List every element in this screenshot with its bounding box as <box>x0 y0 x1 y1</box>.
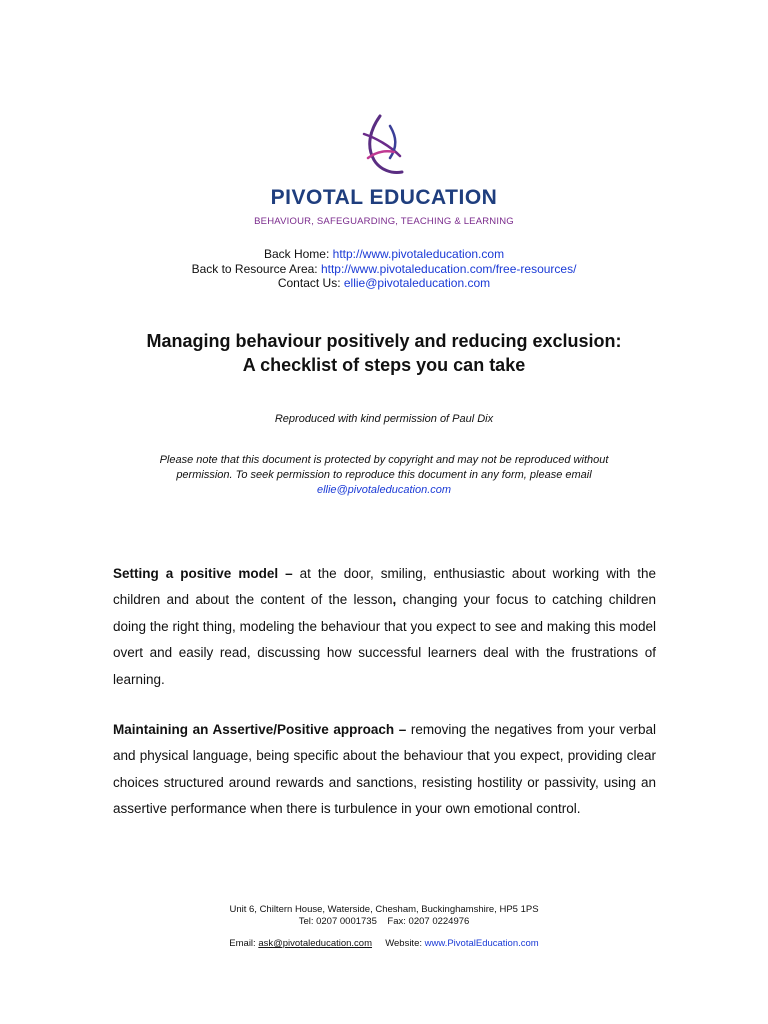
title-line-2: A checklist of steps you can take <box>242 355 526 375</box>
home-row <box>0 247 768 262</box>
resource-area-link[interactable]: http://www.pivotaleducation.com/free-resources/ <box>320 261 577 276</box>
pivotal-education-logo-icon <box>350 112 414 184</box>
section-assertive-approach <box>113 717 656 823</box>
copyright-email-link[interactable]: ellie@pivotaleducation.com <box>316 484 452 496</box>
footer-email-link[interactable]: ask@pivotaleducation.com <box>258 938 373 949</box>
copyright-line-1: Please note that this document is protected by copyright and may not be reproduced without <box>159 454 609 466</box>
home-label: Back Home: <box>263 247 333 261</box>
resource-row <box>0 262 768 277</box>
footer-phones: Tel: 0207 0001735 Fax: 0207 0224976 <box>298 916 470 927</box>
document-title <box>0 329 768 377</box>
section-body-comma: , <box>392 592 397 608</box>
copyright-notice <box>100 453 668 498</box>
resource-label: Back to Resource Area: <box>191 261 321 276</box>
footer-website-label: Website: <box>372 938 425 949</box>
footer <box>0 904 768 950</box>
section-heading: Setting a positive model – <box>113 566 293 581</box>
contact-row <box>0 276 768 291</box>
footer-address: Unit 6, Chiltern House, Waterside, Chesham, Buckinghamshire, HP5 1PS <box>229 904 539 915</box>
contact-email-link[interactable]: ellie@pivotaleducation.com <box>343 276 491 290</box>
brand-tagline: BEHAVIOUR, SAFEGUARDING, TEACHING & LEARNING <box>254 216 514 227</box>
contact-label: Contact Us: <box>277 276 344 290</box>
section-body: at the door, smiling, enthusiastic about working with the children and about the content of the lesson <box>113 566 656 608</box>
footer-contact-row <box>0 938 768 950</box>
footer-website-link[interactable]: www.PivotalEducation.com <box>424 938 539 949</box>
title-line-1: Managing behaviour positively and reducing exclusion: <box>146 331 622 351</box>
permission-note: Reproduced with kind permission of Paul Dix <box>274 413 494 425</box>
home-link[interactable]: http://www.pivotaleducation.com <box>332 247 505 261</box>
brand-name: PIVOTAL EDUCATION <box>270 186 498 209</box>
footer-email-label: Email: <box>229 938 259 949</box>
section-body: removing the negatives from your verbal and physical language, being specific about the behaviour that you expect, providing clear choices structured around rewards and sanctions, resisting hostility or passivity, using an assertive performance when there is turbulence in your own emotional control. <box>113 722 656 817</box>
section-heading: Maintaining an Assertive/Positive approach – <box>113 722 407 737</box>
navigation-links <box>0 247 768 291</box>
copyright-line-2: permission. To seek permission to reproduce this document in any form, please email <box>176 469 592 481</box>
section-positive-model <box>113 561 656 693</box>
section-body-continued: changing your focus to catching children doing the right thing, modeling the behaviour that you expect to see and making this model overt and easily read, discussing how successful learners deal with the frustrations of learning. <box>113 592 656 687</box>
